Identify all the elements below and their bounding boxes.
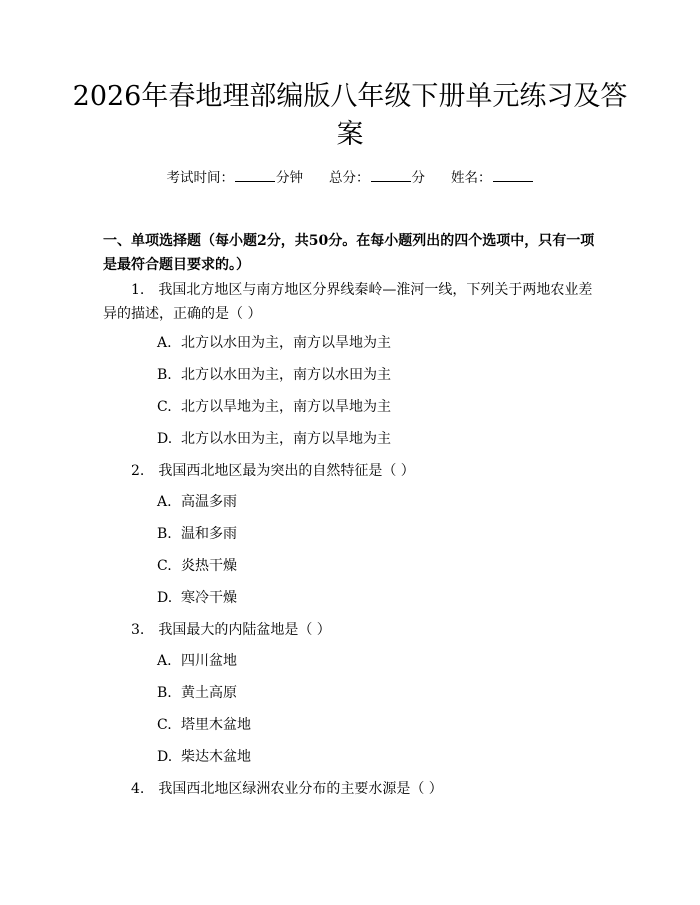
option-1c: C. 北方以旱地为主，南方以旱地为主 — [157, 399, 391, 415]
question-4 — [103, 777, 603, 801]
name-label: 姓名： — [451, 170, 492, 186]
section-heading: 一、单项选择题（每小题2分，共50分。在每小题列出的四个选项中，只有一项是最符合题目要求的。） — [103, 233, 595, 273]
question-text: 我国最大的内陆盆地是（ ） — [158, 622, 331, 638]
question-number: 3. — [131, 622, 145, 638]
time-unit: 分钟 — [276, 170, 303, 186]
option-2d: D. 寒冷干燥 — [157, 590, 237, 606]
score-label: 总分： — [329, 170, 370, 186]
option-2c: C. 炎热干燥 — [157, 558, 237, 574]
option-1d: D. 北方以水田为主，南方以旱地为主 — [157, 431, 391, 447]
option-2a: A. 高温多雨 — [157, 494, 237, 510]
time-label: 考试时间： — [166, 170, 234, 186]
option-1a: A. 北方以水田为主，南方以旱地为主 — [157, 335, 391, 351]
question-2 — [103, 459, 603, 483]
time-blank — [235, 169, 275, 182]
question-text: 我国北方地区与南方地区分界线秦岭—淮河一线，下列关于两地农业差异的描述，正确的是（ ） — [103, 282, 593, 322]
question-number: 1. — [131, 282, 145, 298]
question-text: 我国西北地区最为突出的自然特征是（ ） — [158, 463, 415, 479]
question-text: 我国西北地区绿洲农业分布的主要水源是（ ） — [158, 781, 443, 797]
score-unit: 分 — [411, 170, 425, 186]
question-number: 4. — [131, 781, 145, 797]
option-3c: C. 塔里木盆地 — [157, 717, 251, 733]
page-title: 2026年春地理部编版八年级下册单元练习及答案 — [72, 81, 628, 150]
option-3d: D. 柴达木盆地 — [157, 749, 251, 765]
name-blank — [493, 169, 533, 182]
option-3a: A. 四川盆地 — [157, 653, 237, 669]
option-1b: B. 北方以水田为主，南方以水田为主 — [157, 367, 391, 383]
question-1 — [103, 278, 603, 326]
question-3 — [103, 618, 603, 642]
option-3b: B. 黄土高原 — [157, 685, 237, 701]
option-2b: B. 温和多雨 — [157, 526, 237, 542]
score-blank — [371, 169, 411, 182]
question-number: 2. — [131, 463, 145, 479]
exam-meta — [0, 168, 700, 188]
